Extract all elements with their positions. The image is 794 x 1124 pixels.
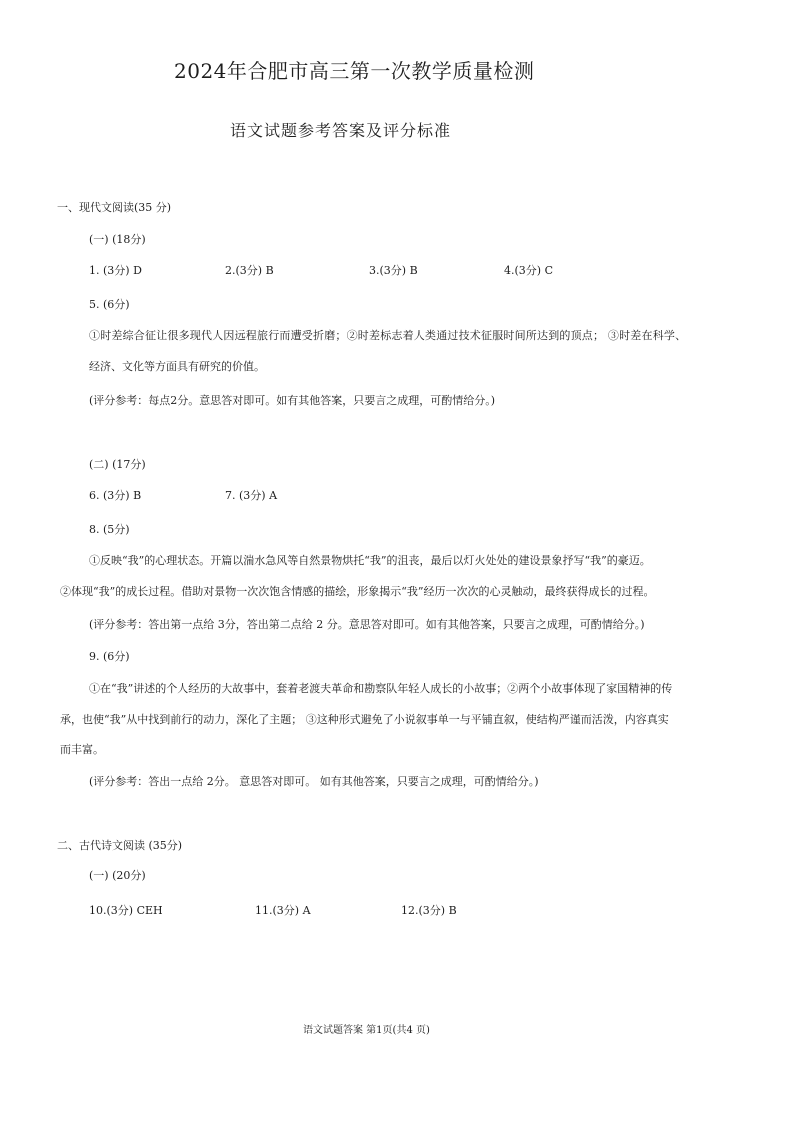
answer-q2: 2.(3分) B: [225, 264, 274, 277]
scoring-note-q5: (评分参考：每点2分。意思答对即可。如有其他答案，只要言之成理，可酌情给分。): [89, 394, 496, 407]
question-label-q5: 5. (6分): [89, 298, 130, 311]
answer-q3: 3.(3分) B: [369, 264, 418, 277]
answer-text-q9-line3: 而丰富。: [60, 743, 104, 756]
question-label-q9: 9. (6分): [89, 650, 130, 663]
document-subtitle: 语文试题参考答案及评分标准: [230, 121, 452, 140]
answer-q7: 7. (3分) A: [225, 489, 278, 502]
answer-text-q8-line1: ①反映“我”的心理状态。开篇以湍水急风等自然景物烘托“我”的沮丧，最后以灯火处处的建设景象抒写“我”的豪迈。: [89, 554, 651, 567]
answer-q11: 11.(3分) A: [255, 904, 311, 917]
answer-text-q9-line2: 承，也使“我”从中找到前行的动力，深化了主题； ③这种形式避免了小说叙事单一与平铺直叙，使结构严谨而活泼，内容真实: [60, 713, 669, 726]
section-heading-modern-reading: 一、现代文阅读(35 分): [57, 201, 172, 214]
answer-text-q5-line1: ①时差综合征让很多现代人因远程旅行而遭受折磨；②时差标志着人类通过技术征服时间所达到的顶点； ③时差在科学、: [89, 329, 687, 342]
question-label-q8: 8. (5分): [89, 523, 130, 536]
subsection-heading-2: (二) (17分): [89, 458, 146, 471]
answer-q10: 10.(3分) CEH: [89, 904, 163, 917]
document-title: 2024年合肥市高三第一次教学质量检测: [174, 59, 535, 83]
scoring-note-q9: (评分参考：答出一点给 2分。 意思答对即可。 如有其他答案，只要言之成理，可酌情给分。): [89, 775, 539, 788]
subsection-heading-3: (一) (20分): [89, 869, 146, 882]
answer-text-q5-line2: 经济、文化等方面具有研究的价值。: [89, 360, 265, 373]
answer-q6: 6. (3分) B: [89, 489, 142, 502]
section-heading-classical-reading: 二、古代诗文阅读 (35分): [57, 839, 183, 852]
answer-q1: 1. (3分) D: [89, 264, 142, 277]
answer-q4: 4.(3分) C: [504, 264, 553, 277]
answer-text-q9-line1: ①在“我”讲述的个人经历的大故事中，套着老渡夫革命和勘察队年轻人成长的小故事；②两个小故事体现了家国精神的传: [89, 682, 673, 695]
scoring-note-q8: (评分参考：答出第一点给 3分，答出第二点给 2 分。意思答对即可。如有其他答案，只要言之成理，可酌情给分。): [89, 618, 645, 631]
page-footer: 语文试题答案 第1页(共4 页): [303, 1025, 430, 1036]
subsection-heading-1: (一) (18分): [89, 233, 146, 246]
answer-text-q8-line2: ②体现“我”的成长过程。借助对景物一次次饱含情感的描绘，形象揭示“我”经历一次次的心灵触动，最终获得成长的过程。: [60, 585, 655, 598]
answer-q12: 12.(3分) B: [401, 904, 457, 917]
